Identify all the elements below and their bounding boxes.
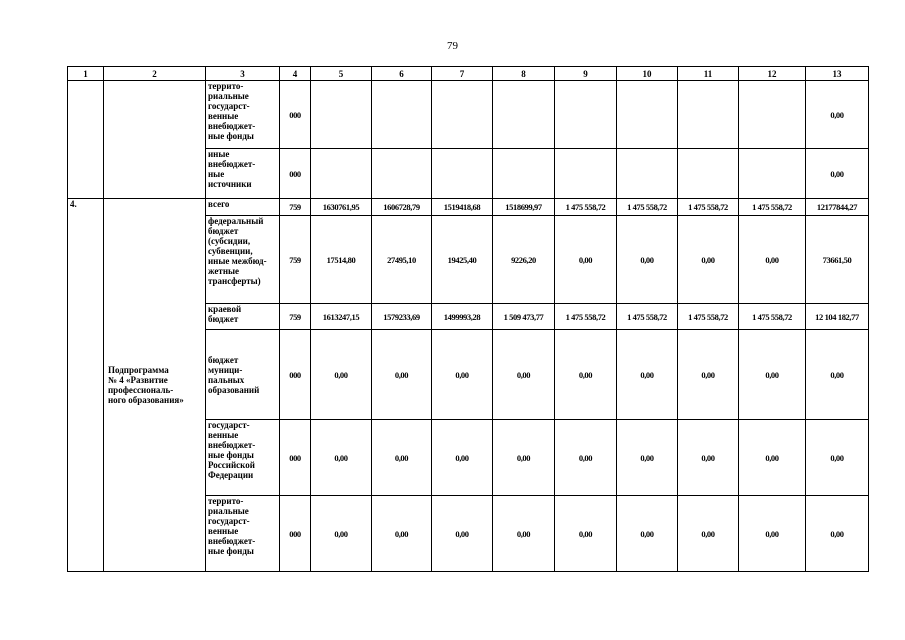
column-header: 13: [806, 67, 869, 81]
column-header: 4: [280, 67, 311, 81]
total-cell: 0,00: [806, 81, 869, 149]
value-cell: 0,00: [555, 420, 617, 496]
value-cell: 0,00: [493, 330, 555, 420]
value-cell: 0,00: [432, 420, 493, 496]
code-cell: 759: [280, 199, 311, 216]
code-cell: 000: [280, 420, 311, 496]
table-row: [68, 199, 869, 216]
value-cell: 1499993,28: [432, 304, 493, 330]
column-header: 9: [555, 67, 617, 81]
value-cell: 1 475 558,72: [617, 199, 678, 216]
column-header: 2: [104, 67, 206, 81]
value-cell: 0,00: [617, 420, 678, 496]
value-cell: 0,00: [493, 496, 555, 572]
value-cell: 1 475 558,72: [617, 304, 678, 330]
value-cell: 0,00: [739, 330, 806, 420]
value-cell: [678, 149, 739, 199]
value-cell: 0,00: [432, 330, 493, 420]
funding-source: государст- венные внебюджет- ные фонды Российской Федерации: [206, 420, 280, 496]
total-cell: 12 104 182,77: [806, 304, 869, 330]
value-cell: 0,00: [372, 496, 432, 572]
value-cell: [617, 149, 678, 199]
value-cell: 1518699,97: [493, 199, 555, 216]
column-header: 8: [493, 67, 555, 81]
value-cell: 0,00: [739, 216, 806, 304]
value-cell: 1519418,68: [432, 199, 493, 216]
value-cell: 1 475 558,72: [739, 304, 806, 330]
total-cell: 12177844,27: [806, 199, 869, 216]
program-name-cell: [104, 81, 206, 199]
funding-source: бюджет муници- пальных образований: [206, 330, 280, 420]
value-cell: 0,00: [739, 420, 806, 496]
column-header: 3: [206, 67, 280, 81]
value-cell: 9226,20: [493, 216, 555, 304]
code-cell: 000: [280, 330, 311, 420]
column-header: 10: [617, 67, 678, 81]
total-cell: 73661,50: [806, 216, 869, 304]
value-cell: 0,00: [678, 496, 739, 572]
value-cell: 0,00: [678, 216, 739, 304]
value-cell: [739, 149, 806, 199]
value-cell: 0,00: [617, 330, 678, 420]
value-cell: 0,00: [372, 420, 432, 496]
value-cell: [432, 81, 493, 149]
row-number-cell: 4.: [68, 199, 104, 572]
table-row: [68, 81, 869, 149]
funding-source: федеральный бюджет (субсидии, субвенции, иные межбюд- жетные трансферты): [206, 216, 280, 304]
funding-source: иные внебюджет- ные источники: [206, 149, 280, 199]
value-cell: 1 475 558,72: [555, 304, 617, 330]
funding-source: террито- риальные государст- венные внебюджет- ные фонды: [206, 81, 280, 149]
value-cell: 27495,10: [372, 216, 432, 304]
value-cell: [493, 81, 555, 149]
value-cell: 0,00: [739, 496, 806, 572]
value-cell: 1606728,79: [372, 199, 432, 216]
value-cell: [555, 81, 617, 149]
value-cell: [555, 149, 617, 199]
row-number-cell: [68, 81, 104, 199]
value-cell: 0,00: [617, 496, 678, 572]
value-cell: [432, 149, 493, 199]
value-cell: 0,00: [555, 330, 617, 420]
code-cell: 000: [280, 496, 311, 572]
code-cell: 759: [280, 304, 311, 330]
value-cell: 0,00: [555, 496, 617, 572]
column-header: 11: [678, 67, 739, 81]
value-cell: 0,00: [678, 420, 739, 496]
value-cell: 0,00: [311, 420, 372, 496]
value-cell: 0,00: [555, 216, 617, 304]
value-cell: 1 475 558,72: [555, 199, 617, 216]
funding-source: всего: [206, 199, 280, 216]
budget-table: [67, 66, 869, 572]
value-cell: 19425,40: [432, 216, 493, 304]
header-row: [68, 67, 869, 81]
funding-source: краевой бюджет: [206, 304, 280, 330]
total-cell: 0,00: [806, 496, 869, 572]
value-cell: 0,00: [678, 330, 739, 420]
value-cell: 1630761,95: [311, 199, 372, 216]
column-header: 1: [68, 67, 104, 81]
value-cell: 1 475 558,72: [678, 199, 739, 216]
funding-source: террито- риальные государст- венные внебюджет- ные фонды: [206, 496, 280, 572]
value-cell: [372, 149, 432, 199]
total-cell: 0,00: [806, 420, 869, 496]
value-cell: 0,00: [372, 330, 432, 420]
code-cell: 000: [280, 149, 311, 199]
column-header: 5: [311, 67, 372, 81]
value-cell: 1 475 558,72: [739, 199, 806, 216]
total-cell: 0,00: [806, 330, 869, 420]
value-cell: [678, 81, 739, 149]
program-name-cell: Подпрограмма № 4 «Развитие профессиональ- ного образования»: [104, 199, 206, 572]
value-cell: [311, 149, 372, 199]
value-cell: [617, 81, 678, 149]
value-cell: [311, 81, 372, 149]
column-header: 12: [739, 67, 806, 81]
value-cell: 1579233,69: [372, 304, 432, 330]
total-cell: 0,00: [806, 149, 869, 199]
value-cell: 0,00: [311, 330, 372, 420]
value-cell: [493, 149, 555, 199]
value-cell: 1613247,15: [311, 304, 372, 330]
column-header: 7: [432, 67, 493, 81]
value-cell: 1 475 558,72: [678, 304, 739, 330]
column-header: 6: [372, 67, 432, 81]
code-cell: 759: [280, 216, 311, 304]
code-cell: 000: [280, 81, 311, 149]
value-cell: 1 509 473,77: [493, 304, 555, 330]
value-cell: 0,00: [311, 496, 372, 572]
value-cell: 0,00: [617, 216, 678, 304]
value-cell: 17514,80: [311, 216, 372, 304]
page-number: 79: [447, 40, 458, 52]
value-cell: 0,00: [493, 420, 555, 496]
value-cell: [739, 81, 806, 149]
value-cell: [372, 81, 432, 149]
value-cell: 0,00: [432, 496, 493, 572]
